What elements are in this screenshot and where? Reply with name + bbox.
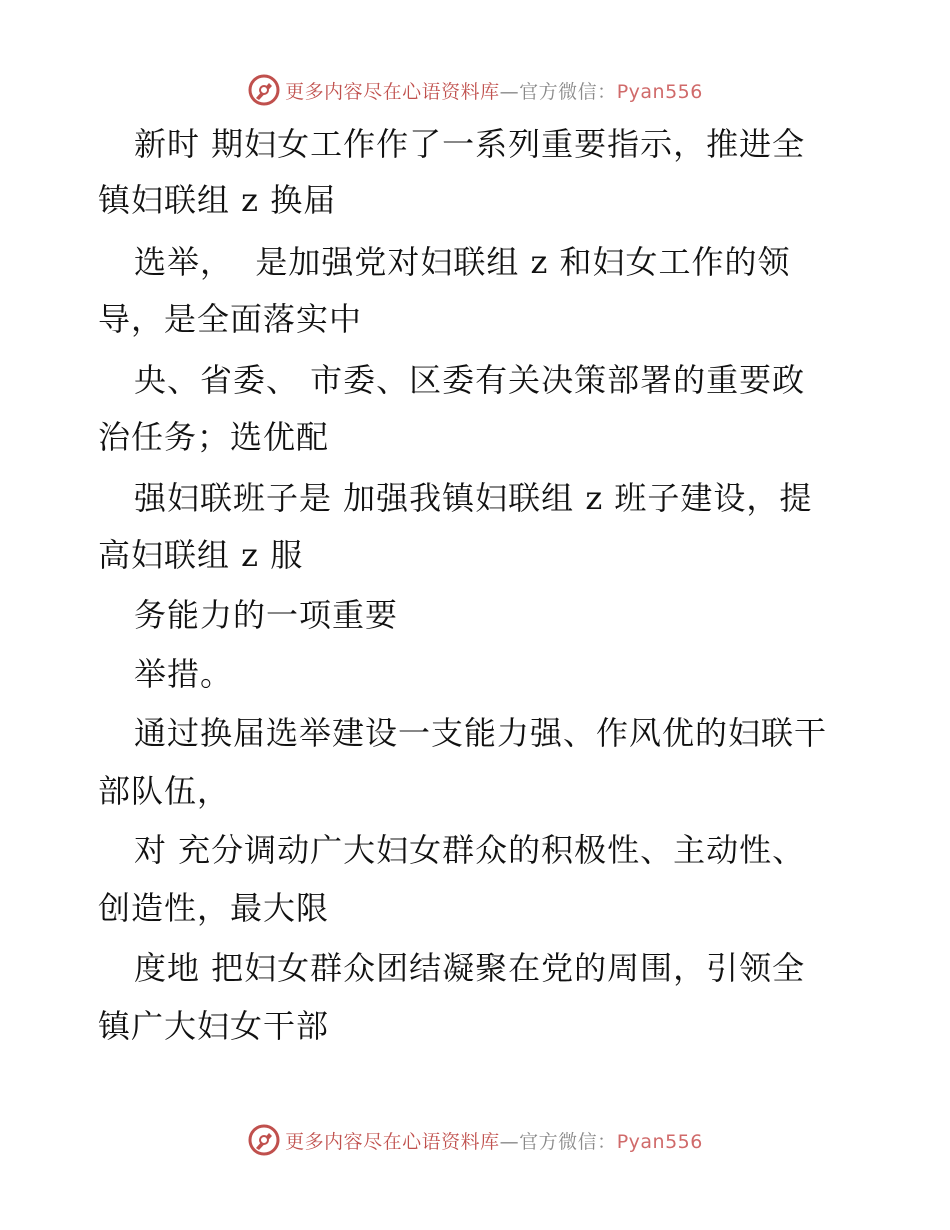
watermark-text: 更多内容尽在心语资料库—官方微信：Pyan556 bbox=[285, 80, 703, 103]
text-line: 通过换届选举建设一支能力强、作风优的妇联干 bbox=[134, 714, 828, 752]
text-line: 创造性，最大限 bbox=[98, 889, 330, 927]
text-line: 选举， 是加强党对妇联组 z 和妇女工作的领 bbox=[134, 243, 791, 281]
text-line: 导，是全面落实中 bbox=[98, 300, 363, 338]
header-watermark bbox=[0, 72, 950, 108]
text-line: 强妇联班子是 加强我镇妇联组 z 班子建设，提 bbox=[134, 479, 813, 517]
text-line: 镇广大妇女干部 bbox=[98, 1007, 330, 1045]
text-line: 对 充分调动广大妇女群众的积极性、主动性、 bbox=[134, 831, 806, 869]
text-line: 镇妇联组 z 换届 bbox=[98, 181, 337, 219]
text-line: 度地 把妇女群众团结凝聚在党的周围，引领全 bbox=[134, 949, 806, 987]
text-line: 治任务；选优配 bbox=[98, 418, 330, 456]
watermark-text: 更多内容尽在心语资料库—官方微信：Pyan556 bbox=[285, 1130, 703, 1153]
text-line: 务能力的一项重要 bbox=[134, 596, 399, 634]
text-line: 部队伍， bbox=[98, 772, 231, 810]
text-line: 新时 期妇女工作作了一系列重要指示，推进全 bbox=[134, 125, 806, 163]
footer-watermark bbox=[0, 1122, 950, 1158]
text-line: 央、省委、 市委、区委有关决策部署的重要政 bbox=[134, 361, 806, 399]
text-line: 高妇联组 z 服 bbox=[98, 536, 304, 574]
pen-logo-icon bbox=[247, 73, 281, 107]
pen-logo-icon bbox=[247, 1123, 281, 1157]
text-line: 举措。 bbox=[134, 655, 234, 693]
